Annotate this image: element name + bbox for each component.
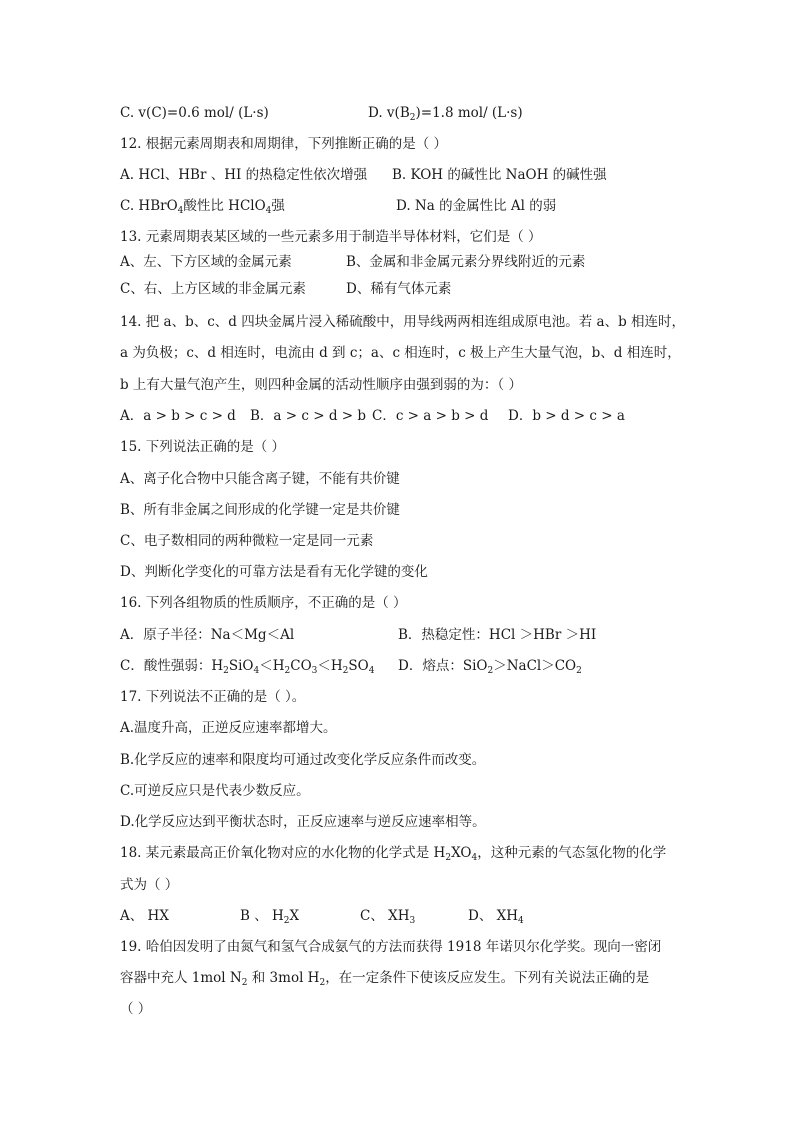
q17-option-b: B.化学反应的速率和限度均可通过改变化学反应条件而改变。 xyxy=(120,752,486,768)
q14-option-d: D．b > d > c > a xyxy=(508,408,625,424)
subscript: 2 xyxy=(409,113,416,123)
subscript: 2 xyxy=(487,666,494,676)
q16-stem: 16. 下列各组物质的性质顺序，不正确的是（ ） xyxy=(120,595,407,611)
text: SO xyxy=(348,658,369,674)
subscript: 4 xyxy=(177,206,184,216)
q15-option-d: D、判断化学变化的可靠方法是看有无化学键的变化 xyxy=(120,564,428,580)
text: )=1.8 mol/ (L·s) xyxy=(415,105,523,121)
subscript: 4 xyxy=(368,666,375,676)
text: D、 XH xyxy=(468,908,518,924)
q12-option-d: D. Na 的金属性比 Al 的弱 xyxy=(396,198,557,214)
q16-options-ab xyxy=(120,626,597,644)
text: XO xyxy=(451,845,472,861)
q17-option-d: D.化学反应达到平衡状态时，正反应速率与逆反应速率相等。 xyxy=(120,814,486,830)
q13-option-c: C、右、上方区域的非金属元素 xyxy=(120,281,306,297)
subscript: 4 xyxy=(265,206,272,216)
q11-option-c: C. v(C)=0.6 mol/ (L·s) xyxy=(120,105,269,121)
q11-options-cd xyxy=(120,104,523,123)
q18-stem-1 xyxy=(120,844,666,862)
q19-stem-2 xyxy=(120,969,649,987)
q12-option-b: B. KOH 的碱性比 NaOH 的碱性强 xyxy=(392,167,607,183)
q14-options xyxy=(120,407,625,425)
text: 容器中充人 1mol N xyxy=(120,970,242,986)
subscript: 4 xyxy=(253,666,260,676)
q13-option-b: B、金属和非金属元素分界线附近的元素 xyxy=(346,254,586,270)
q18-option-d xyxy=(468,907,524,925)
subscript: 4 xyxy=(518,916,524,926)
q14-option-b: B．a > c > d > b xyxy=(250,408,366,424)
text: ＞NaCl＞CO xyxy=(493,658,577,674)
q12-option-a: A. HCl、HBr 、HI 的热稳定性依次增强 xyxy=(120,167,368,183)
text: SiO xyxy=(228,658,254,674)
q13-stem: 13. 元素周期表某区域的一些元素多用于制造半导体材料，它们是（ ） xyxy=(120,229,542,245)
q12-option-c xyxy=(120,197,285,215)
q17-option-a: A.温度升高，正逆反应速率都增大。 xyxy=(120,720,337,736)
q19-stem-1: 19. 哈伯因发明了由氮气和氢气合成氨气的方法而获得 1918 年诺贝尔化学奖。现向一密闭 xyxy=(120,939,662,955)
q13-options-cd xyxy=(120,280,452,298)
q16-options-cd xyxy=(120,657,582,676)
q18-options xyxy=(120,907,524,926)
q12-stem: 12. 根据元素周期表和周期律，下列推断正确的是（ ） xyxy=(120,136,448,152)
text: ＜H xyxy=(317,658,343,674)
text: D．熔点：SiO xyxy=(398,658,488,674)
q18-option-c xyxy=(360,907,415,925)
subscript: 3 xyxy=(409,916,416,926)
q14-stem-3: b 上有大量气泡产生，则四种金属的活动性顺序由强到弱的为：（ ） xyxy=(120,377,522,393)
q16-option-d xyxy=(398,657,582,675)
q14-option-a: A．a > b > c > d xyxy=(120,408,236,424)
text: 和 3mol H xyxy=(247,970,320,986)
q15-option-a: A、离子化合物中只能含离子键，不能有共价键 xyxy=(120,471,400,487)
text: 强 xyxy=(271,198,285,214)
q14-stem-1: 14. 把 a、b、c、d 四块金属片浸入稀硫酸中，用导线两两相连组成原电池。若 a、b 相连时， xyxy=(120,314,686,330)
q17-stem: 17. 下列说法不正确的是（ ）。 xyxy=(120,689,306,705)
q19-stem-3: （ ） xyxy=(120,1001,152,1017)
subscript: 2 xyxy=(241,978,248,988)
q16-option-c xyxy=(120,657,374,675)
q16-option-b: B．热稳定性：HCl ＞HBr ＞HI xyxy=(398,627,597,643)
text: 18. 某元素最高正价氧化物对应的水化物的化学式是 H xyxy=(120,845,446,861)
q17-option-c: C.可逆反应只是代表少数反应。 xyxy=(120,783,310,799)
q12-options-ab xyxy=(120,166,607,184)
text: ，在一定条件下使该反应发生。下列有关说法正确的是 xyxy=(325,970,650,986)
text: CO xyxy=(290,658,312,674)
subscript: 2 xyxy=(284,666,291,676)
text: C. HBrO xyxy=(120,198,178,214)
q13-option-a: A、左、下方区域的金属元素 xyxy=(120,254,292,270)
text: C、 XH xyxy=(360,908,410,924)
subscript: 2 xyxy=(283,916,290,926)
subscript: 2 xyxy=(576,666,582,676)
text: ＜H xyxy=(259,658,285,674)
subscript: 3 xyxy=(311,666,318,676)
q15-option-b: B、所有非金属之间形成的化学键一定是共价键 xyxy=(120,502,400,518)
text: ，这种元素的气态氢化物的化学 xyxy=(477,845,667,861)
q14-stem-2: a 为负极；c、d 相连时，电流由 d 到 c；a、c 相连时，c 极上产生大量气泡，b、d 相连时， xyxy=(120,345,681,361)
q16-option-a: A．原子半径：Na＜Mg＜Al xyxy=(120,627,295,643)
subscript: 2 xyxy=(342,666,349,676)
q18-option-b xyxy=(240,907,299,925)
subscript: 2 xyxy=(445,853,452,863)
q12-options-cd xyxy=(120,197,557,216)
text: X xyxy=(289,908,300,924)
q18-option-a: A、 HX xyxy=(120,908,169,924)
subscript: 4 xyxy=(471,853,478,863)
text: B 、 H xyxy=(240,908,284,924)
text: 酸性比 HClO xyxy=(183,198,266,214)
q15-stem: 15. 下列说法正确的是（ ） xyxy=(120,439,286,455)
q18-stem-2: 式为（ ） xyxy=(120,877,179,893)
q14-option-c: C．c > a > b > d xyxy=(372,408,489,424)
q11-option-d xyxy=(368,104,523,122)
subscript: 2 xyxy=(223,666,229,676)
q13-options-ab xyxy=(120,253,586,271)
subscript: 2 xyxy=(319,978,326,988)
q13-option-d: D、稀有气体元素 xyxy=(346,281,452,297)
text: D. v(B xyxy=(368,105,410,121)
q15-option-c: C、电子数相同的两种微粒一定是同一元素 xyxy=(120,533,374,549)
text: C．酸性强弱：H xyxy=(120,658,224,674)
